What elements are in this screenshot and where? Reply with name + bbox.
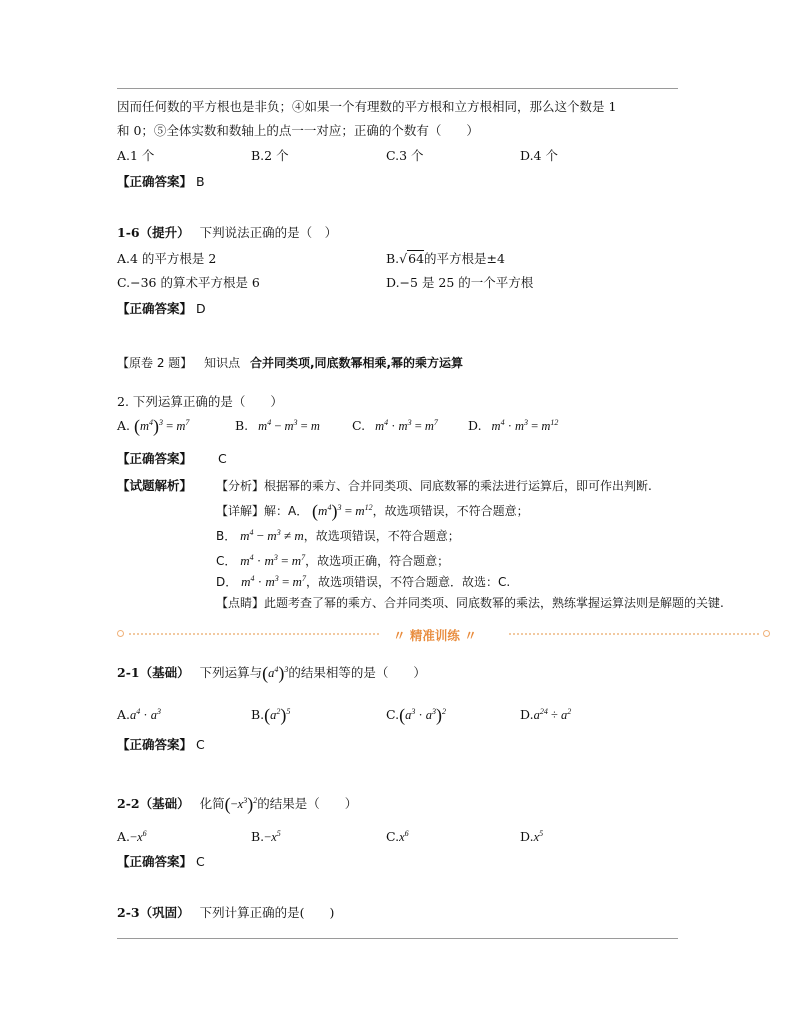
- answer-row: [117, 451, 227, 467]
- answer-label: 【正确答案】: [117, 737, 193, 752]
- section-title: 〃 精准训练 〃: [393, 628, 477, 643]
- analysis-label: 【试题解析】: [117, 478, 193, 493]
- sqrt-sign: √: [399, 251, 408, 266]
- option-b: [386, 251, 505, 267]
- option-c: C.−36 的算术平方根是 6: [117, 275, 260, 290]
- answer-value: B: [196, 174, 205, 189]
- analysis-xiangjie: 【详解】解：A． $(m^4)^3 = m^{12}$，故选项错误，不符合题意；: [216, 501, 529, 521]
- question-2-stem: 2. 下列运算正确的是（ ）: [117, 394, 283, 409]
- question-1-6-stem: [117, 225, 337, 241]
- top-rule: [117, 88, 678, 89]
- option-d: D. $m^4 \cdot m^3 = m^{12}$: [468, 418, 559, 433]
- question-2-3-stem: [117, 905, 334, 921]
- answer-value: D: [196, 301, 206, 316]
- option-b: B. $m^4 - m^3 = m$: [235, 418, 320, 433]
- question-stem: 下判说法正确的是（ ）: [199, 225, 338, 240]
- option-label: C.: [352, 418, 366, 433]
- option-label: D.: [468, 418, 482, 433]
- knowledge-point-label: 知识点: [204, 356, 241, 370]
- question-stem-post: 的结果是（ ）: [257, 796, 358, 811]
- option-label: B.: [386, 251, 400, 266]
- question-stem: 下列计算正确的是( ): [199, 905, 335, 920]
- question-stem-pre: 化简: [199, 796, 225, 811]
- option-c: $C.(a^3 \cdot a^3)^2$: [386, 705, 447, 725]
- analysis-d: D． $m^4 \cdot m^3 = m^7$，故选项错误，不符合题意．故选：C.: [216, 574, 511, 589]
- analysis-c: C． $m^4 \cdot m^3 = m^7$，故选项正确，符合题意；: [216, 553, 450, 568]
- option-b: B.2 个: [251, 148, 289, 163]
- option-a: A. $(m^4)^3 = m^7$: [117, 416, 190, 436]
- original-question-header: [117, 355, 463, 371]
- option-label: A.: [117, 418, 131, 433]
- question-header: 2-2（基础）: [117, 796, 190, 811]
- banner-divider-right: [509, 633, 759, 635]
- option-c: $C.x^6$: [386, 829, 409, 844]
- answer-row: [117, 174, 205, 190]
- banner-divider-left: [129, 633, 379, 635]
- question-text-line-1: 因而任何数的平方根也是非负；④如果一个有理数的平方根和立方根相同，那么这个数是 1: [117, 99, 617, 114]
- knowledge-point-text: 合并同类项,同底数幂相乘,幂的乘方运算: [249, 356, 464, 370]
- analysis-b: B． $m^4 - m^3 \ne m$，故选项错误，不符合题意；: [216, 528, 460, 543]
- option-b: $B.(a^2)^5$: [251, 705, 291, 725]
- answer-label: 【正确答案】: [117, 301, 193, 316]
- option-c: C.3 个: [386, 148, 424, 163]
- option-d: $D.a^{24} \div a^2$: [520, 707, 572, 722]
- question-text-line-2: 和 0；⑤全体实数和数轴上的点一一对应；正确的个数有（ ）: [117, 123, 479, 138]
- question-header: 2-1（基础）: [117, 665, 190, 680]
- question-stem-post: 的结果相等的是（ ）: [288, 665, 426, 680]
- banner-dot: [763, 630, 770, 637]
- option-a: A.1 个: [117, 148, 155, 163]
- analysis-dianjing: 【点睛】此题考查了幂的乘方、合并同类项、同底数幂的乘法，熟练掌握运算法则是解题的关键.: [216, 596, 724, 610]
- answer-label: 【正确答案】: [117, 174, 193, 189]
- answer-label: 【正确答案】: [117, 451, 193, 466]
- answer-row: [117, 301, 206, 317]
- question-2-2-stem: 2-2（基础） 化简$(-x^3)^2$的结果是（ ）: [117, 794, 358, 814]
- option-text: 的平方根是±4: [424, 251, 505, 266]
- option-label: B.: [235, 418, 249, 433]
- option-a: $A.-x^6$: [117, 829, 147, 844]
- option-a: A.4 的平方根是 2: [117, 251, 217, 266]
- option-d: D.4 个: [520, 148, 558, 163]
- option-d: D.−5 是 25 的一个平方根: [386, 275, 534, 290]
- option-c: C. $m^4 \cdot m^3 = m^7$: [352, 418, 438, 433]
- option-d: $D.x^5$: [520, 829, 544, 844]
- question-2-1-stem: 2-1（基础） 下列运算与$(a^4)^3$的结果相等的是（ ）: [117, 663, 426, 683]
- analysis-fenxi: 【分析】根据幂的乘方、合并同类项、同底数幂的乘法进行运算后，即可作出判断.: [216, 479, 652, 493]
- banner-dot: [117, 630, 124, 637]
- option-a: $A.a^4 \cdot a^3$: [117, 707, 161, 722]
- original-tag: 【原卷 2 题】: [117, 356, 193, 370]
- question-header: 1-6（提升）: [117, 225, 190, 240]
- option-b: $B.-x^5$: [251, 829, 281, 844]
- answer-label: 【正确答案】: [117, 854, 193, 869]
- question-header: 2-3（巩固）: [117, 905, 190, 920]
- section-banner: [117, 626, 773, 642]
- radicand: 64: [408, 251, 425, 266]
- question-stem-pre: 下列运算与: [199, 665, 263, 680]
- answer-row: [117, 854, 205, 870]
- answer-value: C: [196, 854, 205, 869]
- answer-value: C: [218, 451, 227, 466]
- answer-row: [117, 737, 205, 753]
- bottom-rule: [117, 938, 678, 939]
- answer-value: C: [196, 737, 205, 752]
